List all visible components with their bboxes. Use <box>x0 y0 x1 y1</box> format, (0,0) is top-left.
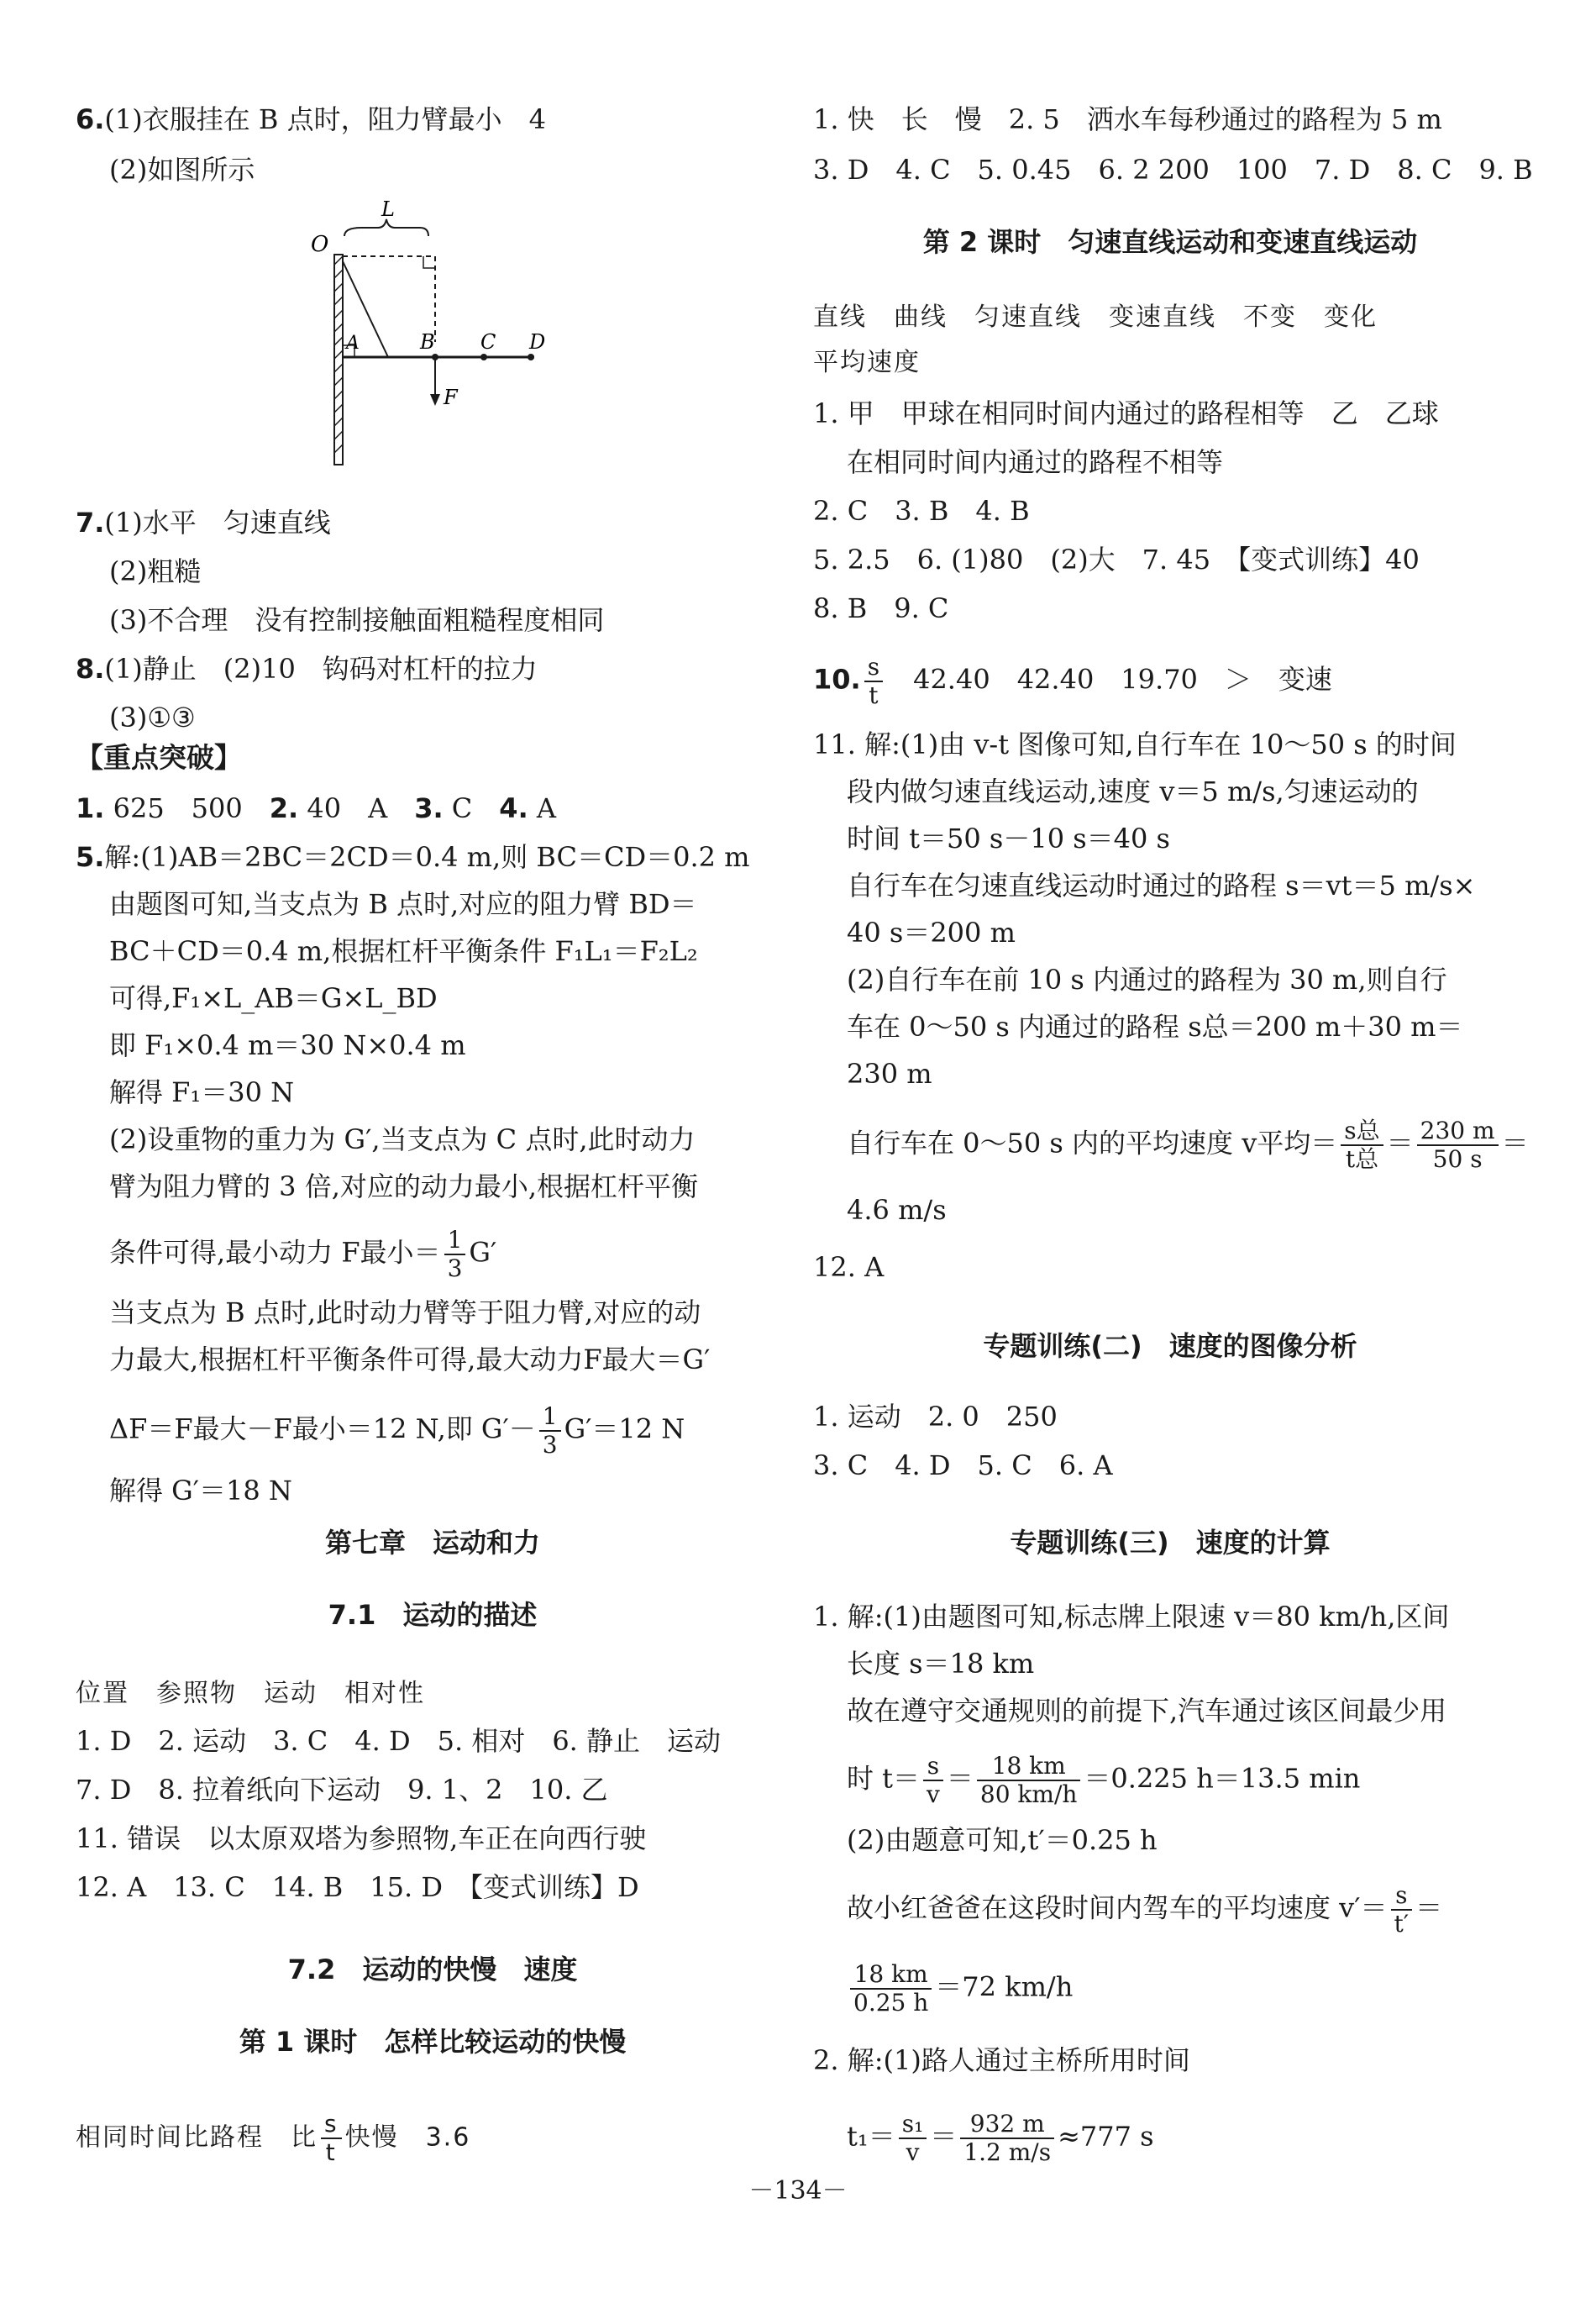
kp5-line13: 解得 G′＝18 N <box>109 1475 292 1507</box>
lesson2-title: 第 2 课时 匀速直线运动和变速直线运动 <box>922 226 1418 258</box>
kp5-line5: 即 F₁×0.4 m＝30 N×0.4 m <box>109 1029 466 1061</box>
brace <box>344 219 428 236</box>
s71-line4: 12. A 13. C 14. B 15. D 【变式训练】D <box>76 1871 639 1903</box>
fraction-s-over-tprime: $\frac{s}{t'}$ <box>1391 1882 1413 1938</box>
q8-line1: 8.(1)静止 (2)10 钩码对杠杆的拉力 <box>76 653 538 685</box>
fraction-230m-over-50s: $\frac{230 m}{50 s}$ <box>1417 1117 1499 1173</box>
kp5-line12: ΔF＝F最大－F最小＝12 N,即 G′－ $\frac{1}{3}$ G′＝12 N <box>109 1402 685 1459</box>
fraction-s1-over-v: $\frac{\text{s₁}}{v}$ <box>899 2111 927 2166</box>
label-C: C <box>480 330 496 354</box>
fraction-one-third: $\frac{1}{3}$ <box>444 1227 466 1282</box>
kp5-line9: 条件可得,最小动力 F最小＝ $\frac{1}{3}$ G′ <box>109 1226 497 1282</box>
c2-q11-line7: 车在 0～50 s 内通过的路程 s总＝200 m＋30 m＝ <box>847 1011 1463 1043</box>
c2-q2: 2. C 3. B 4. B <box>813 495 1030 527</box>
c2-q1-line2: 在相同时间内通过的路程不相等 <box>847 446 1224 478</box>
q6-line1: 6.(1)衣服挂在 B 点时，阻力臂最小 4 <box>76 103 546 135</box>
kp5-line11: 力最大,根据杠杆平衡条件可得,最大动力F最大＝G′ <box>109 1344 711 1375</box>
q7-line1: 7.(1)水平 匀速直线 <box>76 507 331 539</box>
point-D <box>528 354 534 360</box>
t3-q2-line2: t₁＝ $\frac{\text{s₁}}{v}$ ＝ $\frac{932 m}{1.2 m/s}$ ≈777 s <box>847 2110 1154 2166</box>
t2-line2: 3. C 4. D 5. C 6. A <box>813 1449 1113 1481</box>
c2-q8: 8. B 9. C <box>813 592 949 624</box>
kp5-line7: (2)设重物的重力为 G′,当支点为 C 点时,此时动力 <box>109 1123 696 1155</box>
label-A: A <box>346 333 360 354</box>
q7-line3: (3)不合理 没有控制接触面粗糙程度相同 <box>109 604 605 636</box>
q8-line2: (3)①③ <box>109 702 196 734</box>
t3-line1: 1. 解:(1)由题图可知,标志牌上限速 v＝80 km/h,区间 <box>813 1601 1450 1633</box>
label-L: L <box>381 197 395 221</box>
fraction-932m-over-12ms: $\frac{932 m}{1.2 m/s}$ <box>960 2111 1054 2166</box>
s72-lesson1-title: 第 1 课时 怎样比较运动的快慢 <box>239 2026 627 2058</box>
chapter7-title: 第七章 运动和力 <box>324 1527 540 1559</box>
c2-q5: 5. 2.5 6. (1)80 (2)大 7. 45 【变式训练】40 <box>813 544 1420 576</box>
t3-line3: 故在遵守交通规则的前提下,汽车通过该区间最少用 <box>847 1695 1447 1727</box>
c2-q11-line3: 时间 t＝50 s－10 s＝40 s <box>847 823 1170 855</box>
q7-line2: (2)粗糙 <box>109 555 202 587</box>
c2-q12: 12. A <box>813 1251 885 1283</box>
fraction-s-over-v: $\frac{s}{v}$ <box>923 1753 943 1808</box>
section71-title: 7.1 运动的描述 <box>328 1599 538 1631</box>
q6-line2: (2)如图所示 <box>109 154 255 186</box>
kp5-line4: 可得,F₁×L_AB＝G×L_BD <box>109 982 438 1014</box>
lesson2-fill1: 直线 曲线 匀速直线 变速直线 不变 变化 <box>813 302 1378 332</box>
t3-line7: $\frac{18 km}{0.25 h}$ ＝72 km/h <box>847 1961 1073 2017</box>
c2-q11-line5: 40 s＝200 m <box>847 917 1016 949</box>
right-angle-top <box>423 256 435 268</box>
t3-line5: (2)由题意可知,t′＝0.25 h <box>847 1824 1158 1856</box>
kp5-line3: BC＋CD＝0.4 m,根据杠杆平衡条件 F₁L₁＝F₂L₂ <box>109 935 698 967</box>
c2-q10: 10. $\frac{s}{t}$ 42.40 42.40 19.70 ＞ 变速 <box>813 653 1332 709</box>
c2-q1-line1: 1. 甲 甲球在相同时间内通过的路程相等 乙 乙球 <box>813 397 1439 429</box>
r-line1: 1. 快 长 慢 2. 5 洒水车每秒通过的路程为 5 m <box>813 103 1442 135</box>
label-F: F <box>444 386 458 409</box>
fraction-s-over-t-2: $\frac{s}{t}$ <box>864 654 883 709</box>
c2-q11-line2: 段内做匀速直线运动,速度 v＝5 m/s,匀速运动的 <box>847 776 1419 807</box>
fraction-s-total-over-t-total: $\frac{\text{s总}}{\text{t总}}$ <box>1341 1117 1383 1173</box>
t3-line2: 长度 s＝18 km <box>847 1648 1035 1680</box>
kp5-line10: 当支点为 B 点时,此时动力臂等于阻力臂,对应的动 <box>109 1296 701 1328</box>
c2-q11-line10: 4.6 m/s <box>847 1194 947 1226</box>
section72-title: 7.2 运动的快慢 速度 <box>287 1954 578 1985</box>
topic3-title: 专题训练(三) 速度的计算 <box>1010 1527 1331 1559</box>
fraction-s-over-t: $\frac{s}{t}$ <box>321 2111 342 2166</box>
t3-line4: 时 t＝ $\frac{s}{v}$ ＝ $\frac{18 km}{80 km/h}$ ＝0.225 h＝13.5 min <box>847 1752 1361 1808</box>
fraction-18km-over-80kmh: $\frac{18 km}{80 km/h}$ <box>977 1753 1081 1808</box>
c2-q11-line8: 230 m <box>847 1058 932 1090</box>
lesson2-fill2: 平均速度 <box>813 348 921 377</box>
lever-diagram <box>286 197 571 475</box>
kp5-line1: 5.解:(1)AB＝2BC＝2CD＝0.4 m,则 BC＝CD＝0.2 m <box>76 841 750 873</box>
section-key-points: 【重点突破】 <box>76 741 242 774</box>
s71-line1: 1. D 2. 运动 3. C 4. D 5. 相对 6. 静止 运动 <box>76 1725 722 1757</box>
c2-q11-line6: (2)自行车在前 10 s 内通过的路程为 30 m,则自行 <box>847 964 1447 996</box>
page-number: －134－ <box>748 2176 848 2206</box>
t3-line6: 故小红爸爸在这段时间内驾车的平均速度 v′＝ $\frac{s}{t'}$ ＝ <box>847 1881 1443 1938</box>
label-D: D <box>529 330 546 354</box>
s71-line2: 7. D 8. 拉着纸向下运动 9. 1、2 10. 乙 <box>76 1774 608 1806</box>
c2-q11-line1: 11. 解:(1)由 v-t 图像可知,自行车在 10～50 s 的时间 <box>813 728 1457 760</box>
fraction-one-third-2: $\frac{1}{3}$ <box>539 1403 561 1459</box>
section71-fill: 位置 参照物 运动 相对性 <box>76 1679 425 1708</box>
c2-q11-line9: 自行车在 0～50 s 内的平均速度 v平均＝ $\frac{\text{s总}}{\text{t总}}$ ＝ $\frac{230 m}{50 s}$ ＝ <box>847 1117 1529 1173</box>
c2-q11-line4: 自行车在匀速直线运动时通过的路程 s＝vt＝5 m/s× <box>847 870 1476 902</box>
kp5-line8: 臂为阻力臂的 3 倍,对应的动力最小,根据杠杆平衡 <box>109 1170 699 1202</box>
topic2-title: 专题训练(二) 速度的图像分析 <box>983 1330 1357 1362</box>
s71-line3: 11. 错误 以太原双塔为参照物,车正在向西行驶 <box>76 1822 647 1854</box>
kp5-line2: 由题图可知,当支点为 B 点时,对应的阻力臂 BD＝ <box>109 888 697 920</box>
label-B: B <box>420 330 435 354</box>
kp5-line6: 解得 F₁＝30 N <box>109 1076 295 1108</box>
r-line2: 3. D 4. C 5. 0.45 6. 2 200 100 7. D 8. C 9. B <box>813 154 1533 186</box>
s72-lesson1-fill: 相同时间比路程 比 $\frac{s}{t}$ 快慢 3.6 <box>76 2110 471 2166</box>
label-O: O <box>311 232 329 257</box>
point-C <box>480 354 487 360</box>
force-arrow-head <box>430 394 440 406</box>
fraction-18km-over-025h: $\frac{18 km}{0.25 h}$ <box>850 1961 932 2017</box>
t3-q2-line1: 2. 解:(1)路人通过主桥所用时间 <box>813 2044 1190 2076</box>
kp-line1: 1. 625 500 2. 40 A 3. C 4. A <box>76 792 556 824</box>
t2-line1: 1. 运动 2. 0 250 <box>813 1401 1058 1433</box>
